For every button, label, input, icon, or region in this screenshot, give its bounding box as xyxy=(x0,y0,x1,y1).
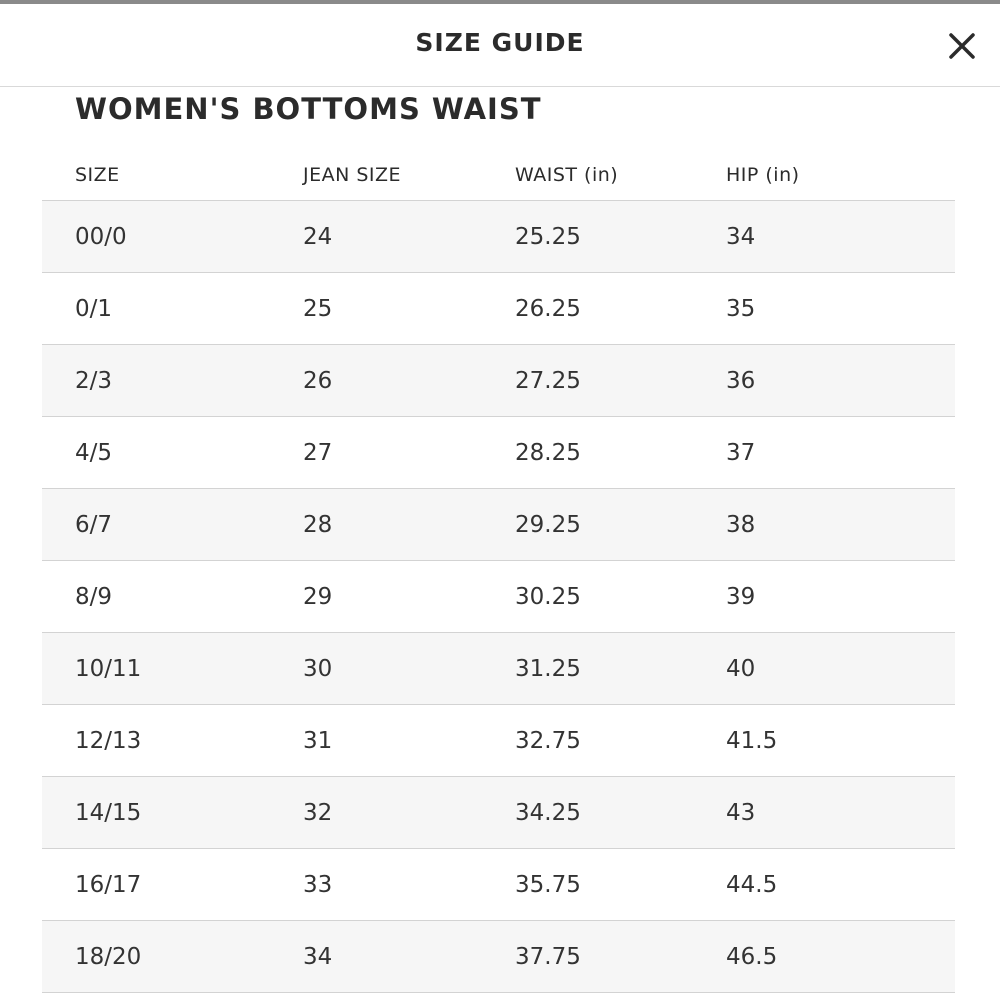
cell-jean-size: 25 xyxy=(303,295,333,322)
cell-waist: 32.75 xyxy=(515,727,581,754)
cell-hip: 34 xyxy=(726,223,756,250)
cell-hip: 36 xyxy=(726,367,756,394)
close-button[interactable] xyxy=(942,26,982,66)
cell-size: 12/13 xyxy=(75,727,142,754)
table-row xyxy=(42,921,955,993)
cell-hip: 35 xyxy=(726,295,756,322)
cell-size: 4/5 xyxy=(75,439,113,466)
cell-size: 14/15 xyxy=(75,799,142,826)
section-title: WOMEN'S BOTTOMS WAIST xyxy=(75,92,542,126)
cell-size: 8/9 xyxy=(75,583,113,610)
cell-waist: 37.75 xyxy=(515,943,581,970)
cell-waist: 30.25 xyxy=(515,583,581,610)
cell-size: 0/1 xyxy=(75,295,113,322)
cell-size: 6/7 xyxy=(75,511,113,538)
cell-waist: 28.25 xyxy=(515,439,581,466)
table-row xyxy=(42,273,955,345)
size-guide-modal xyxy=(0,4,1000,1000)
table-row xyxy=(42,777,955,849)
cell-jean-size: 31 xyxy=(303,727,333,754)
cell-hip: 43 xyxy=(726,799,756,826)
cell-jean-size: 29 xyxy=(303,583,333,610)
cell-waist: 27.25 xyxy=(515,367,581,394)
cell-waist: 31.25 xyxy=(515,655,581,682)
cell-waist: 35.75 xyxy=(515,871,581,898)
cell-jean-size: 28 xyxy=(303,511,333,538)
table-row xyxy=(42,849,955,921)
cell-hip: 37 xyxy=(726,439,756,466)
size-table xyxy=(42,150,955,993)
cell-jean-size: 30 xyxy=(303,655,333,682)
cell-waist: 25.25 xyxy=(515,223,581,250)
cell-hip: 41.5 xyxy=(726,727,778,754)
header-size: SIZE xyxy=(75,164,120,186)
header-jean-size: JEAN SIZE xyxy=(303,164,402,186)
cell-hip: 39 xyxy=(726,583,756,610)
cell-size: 10/11 xyxy=(75,655,142,682)
cell-size: 16/17 xyxy=(75,871,142,898)
table-row xyxy=(42,345,955,417)
cell-waist: 34.25 xyxy=(515,799,581,826)
header-waist: WAIST (in) xyxy=(515,164,619,186)
cell-size: 00/0 xyxy=(75,223,127,250)
modal-title: SIZE GUIDE xyxy=(415,28,585,57)
table-row xyxy=(42,201,955,273)
cell-jean-size: 26 xyxy=(303,367,333,394)
cell-jean-size: 33 xyxy=(303,871,333,898)
cell-hip: 44.5 xyxy=(726,871,778,898)
cell-hip: 40 xyxy=(726,655,756,682)
cell-jean-size: 34 xyxy=(303,943,333,970)
table-header-row xyxy=(42,150,955,201)
table-row xyxy=(42,561,955,633)
table-row xyxy=(42,417,955,489)
cell-jean-size: 27 xyxy=(303,439,333,466)
cell-waist: 26.25 xyxy=(515,295,581,322)
cell-waist: 29.25 xyxy=(515,511,581,538)
header-hip: HIP (in) xyxy=(726,164,800,186)
cell-size: 18/20 xyxy=(75,943,142,970)
table-row xyxy=(42,489,955,561)
modal-header xyxy=(0,4,1000,87)
close-icon xyxy=(942,26,982,66)
table-row xyxy=(42,705,955,777)
cell-hip: 46.5 xyxy=(726,943,778,970)
cell-hip: 38 xyxy=(726,511,756,538)
cell-jean-size: 32 xyxy=(303,799,333,826)
table-row xyxy=(42,633,955,705)
cell-size: 2/3 xyxy=(75,367,113,394)
cell-jean-size: 24 xyxy=(303,223,333,250)
